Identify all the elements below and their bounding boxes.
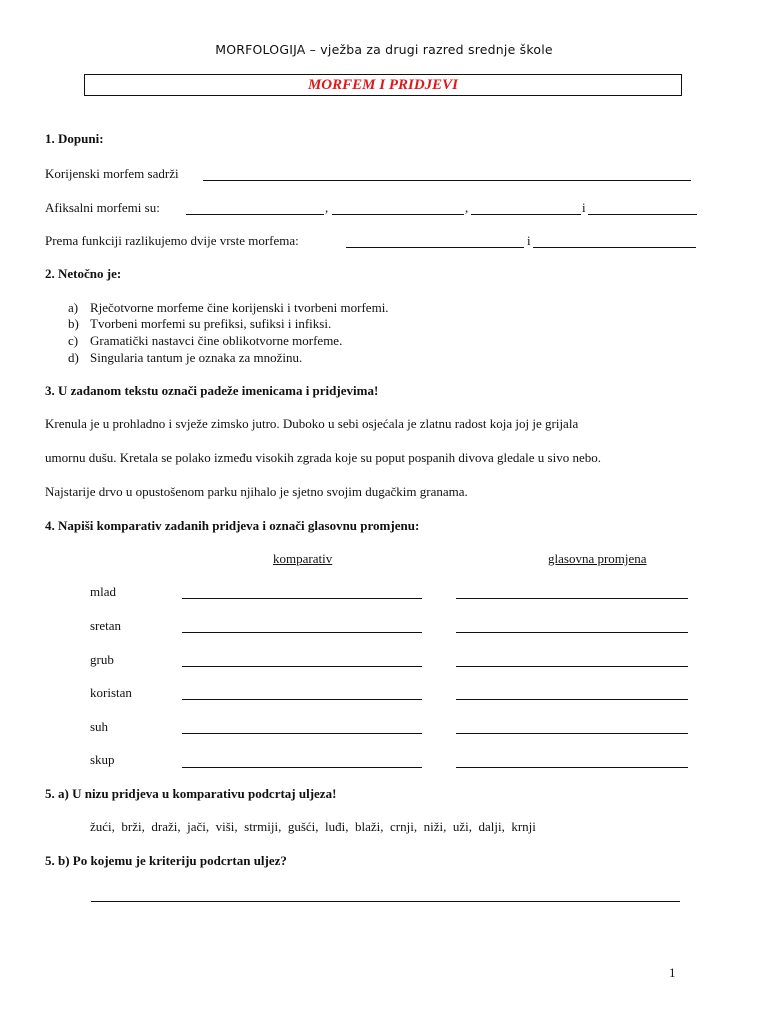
s1-line3-label: Prema funkciji razlikujemo dvije vrste morfema: xyxy=(45,233,299,248)
section2-heading: 2. Netočno je: xyxy=(45,266,122,281)
glasovna-blank-4[interactable] xyxy=(456,699,688,700)
s5a-word-list: žući, brži, draži, jači, viši, strmiji, gušći, luđi, blaži, crnji, niži, uži, dalji, krnji xyxy=(90,819,536,834)
glasovna-blank-6[interactable] xyxy=(456,767,688,768)
s1-line2-blank-3[interactable] xyxy=(471,214,581,215)
worksheet-title: MORFEM I PRIDJEVI xyxy=(307,77,459,93)
s2-letter-a: a) xyxy=(68,300,79,315)
s2-item-d: Singularia tantum je oznaka za množinu. xyxy=(90,350,303,365)
komparativ-blank-6[interactable] xyxy=(182,767,422,768)
glasovna-blank-5[interactable] xyxy=(456,733,688,734)
word-1: mlad xyxy=(90,584,116,599)
word-4: koristan xyxy=(90,685,132,700)
word-3: grub xyxy=(90,652,114,667)
s2-item-c: Gramatički nastavci čine oblikotvorne morfeme. xyxy=(90,333,343,348)
col-header-glasovna: glasovna promjena xyxy=(548,551,647,566)
section1-heading: 1. Dopuni: xyxy=(45,131,104,146)
s2-letter-c: c) xyxy=(68,333,79,348)
s1-line2-blank-1[interactable] xyxy=(186,214,324,215)
s2-letter-d: d) xyxy=(68,350,79,365)
section5b-heading: 5. b) Po kojemu je kriteriju podcrtan uljez? xyxy=(45,853,287,868)
section4-heading: 4. Napiši komparativ zadanih pridjeva i označi glasovnu promjenu: xyxy=(45,518,420,533)
s2-item-a: Rječotvorne morfeme čine korijenski i tvorbeni morfemi. xyxy=(90,300,389,315)
page-header: MORFOLOGIJA – vježba za drugi razred srednje škole xyxy=(215,42,553,57)
s1-line2-blank-4[interactable] xyxy=(588,214,697,215)
s3-text-line-3: Najstarije drvo u opustošenom parku njihalo je sjetno svojim dugačkim granama. xyxy=(45,484,468,499)
s1-line1-label: Korijenski morfem sadrži xyxy=(45,166,179,181)
section3-heading: 3. U zadanom tekstu označi padeže imenicama i pridjevima! xyxy=(45,383,379,398)
s1-line1-blank[interactable] xyxy=(203,180,691,181)
s3-text-line-1: Krenula je u prohladno i svježe zimsko jutro. Duboko u sebi osjećala je zlatnu radost koja joj je grijala xyxy=(45,416,579,431)
s1-and-2: i xyxy=(527,233,531,248)
col-header-komparativ: komparativ xyxy=(273,551,333,566)
s1-line2-blank-2[interactable] xyxy=(332,214,464,215)
komparativ-blank-4[interactable] xyxy=(182,699,422,700)
glasovna-blank-3[interactable] xyxy=(456,666,688,667)
komparativ-blank-3[interactable] xyxy=(182,666,422,667)
word-6: skup xyxy=(90,752,115,767)
glasovna-blank-1[interactable] xyxy=(456,598,688,599)
s2-letter-b: b) xyxy=(68,316,79,331)
s1-and-1: i xyxy=(582,200,586,215)
word-5: suh xyxy=(90,719,109,734)
word-2: sretan xyxy=(90,618,122,633)
komparativ-blank-5[interactable] xyxy=(182,733,422,734)
komparativ-blank-2[interactable] xyxy=(182,632,422,633)
section5a-heading: 5. a) U nizu pridjeva u komparativu podcrtaj uljeza! xyxy=(45,786,337,801)
s1-line3-blank-1[interactable] xyxy=(346,247,524,248)
title-box xyxy=(84,74,682,96)
s1-line3-blank-2[interactable] xyxy=(533,247,696,248)
s1-line2-label: Afiksalni morfemi su: xyxy=(45,200,160,215)
page-number: 1 xyxy=(669,965,676,980)
s5b-answer-blank[interactable] xyxy=(91,901,680,902)
s1-comma-2: , xyxy=(465,200,469,215)
s1-comma-1: , xyxy=(325,200,329,215)
s3-text-line-2: umornu dušu. Kretala se polako između visokih zgrada koje su poput pospanih divova gledale u sivo nebo. xyxy=(45,450,601,465)
glasovna-blank-2[interactable] xyxy=(456,632,688,633)
s2-item-b: Tvorbeni morfemi su prefiksi, sufiksi i infiksi. xyxy=(90,316,332,331)
komparativ-blank-1[interactable] xyxy=(182,598,422,599)
